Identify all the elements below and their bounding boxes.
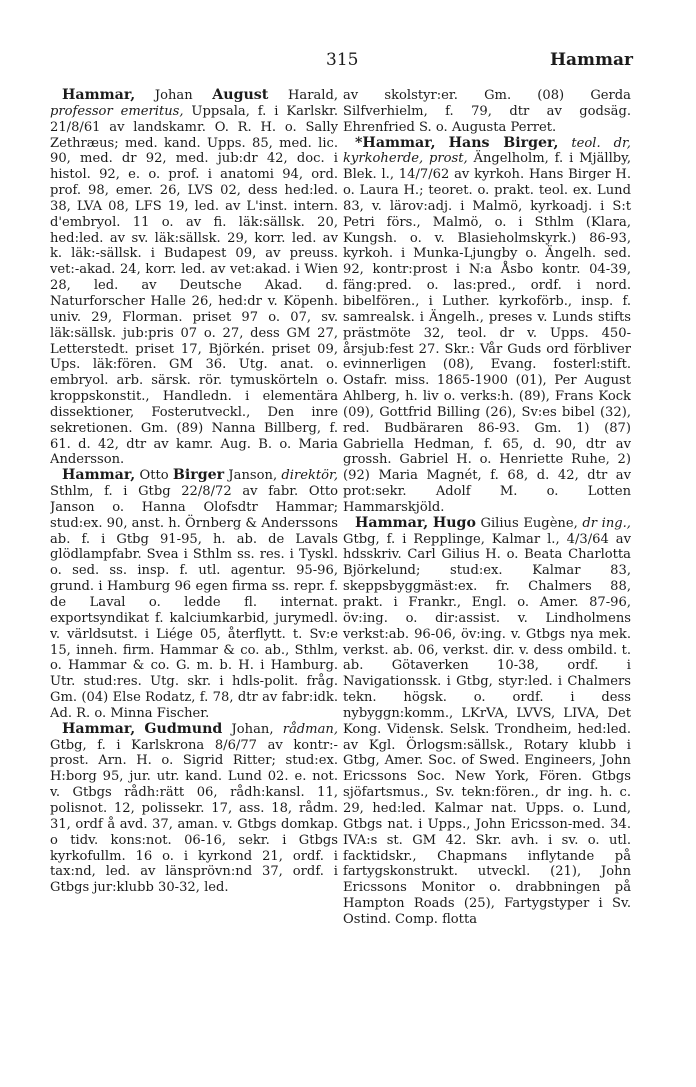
entry-text: Uppsala, f. i Karlskr. 21/8/61 av landskamr. O. R. H. o. Sally Zethræus; med. kand. Upps. 85, med. lic. 90, med. dr 92, med. jub:dr 42, doc. i histol. 92, e. o. prof. i anatomi 94, ord. prof. 98, emer. 26, LVS 02, dess hed:led. 38, LVA 08, LFS 19, led. av L'inst. intern. d'embryol. 11 o. av fi. läk:sällsk. 20, hed:led. av sv. läk:sällsk. 29, korr. led. av k. läk:-sällsk. i Budapest 09, av preuss. vet:-akad. 24, korr. led. av vet:akad. i Wien 28, led. av Deutsche Akad. d. Naturforscher Halle 26, hed:dr v. Köpenh. univ. 29, Florman. priset 97 o. 07, sv. läk:sällsk. jub:pris 07 o. 27, dess GM 27, Letterstedt. priset 17, Björkén. priset 09, Ups. läk:fören. GM 36. Utg. anat. o. embryol. arb. särsk. rör. tymuskörteln o. kroppskonstit., Handledn. i elementära dissektioner, Fosterutveckl., Den inre sekretionen. Gm. (89) Nanna Billberg, f. 61. d. 42, dtr av kamr. Aug. B. o. Maria Andersson. xyxy=(50,103,338,468)
entry-given-rest: Harald, xyxy=(268,88,338,103)
running-head: Hammar xyxy=(549,50,633,70)
entry-title: teol. dr, kyrkoherde, prost, xyxy=(343,135,631,167)
entry-given-rest: Janson, xyxy=(224,468,282,484)
entry-johan-august-harald xyxy=(50,88,338,468)
entry-given-pre: Johan xyxy=(135,88,213,103)
entry-hugo-gilius xyxy=(343,516,631,928)
entry-given-rest: Johan, xyxy=(222,721,283,737)
entry-text: Sthlm, f. i Gtbg 22/8/72 av fabr. Otto Janson o. Hanna Olofsdtr Hammar; stud:ex. 90, anst. h. Örnberg & Anderssons ab. f. i Gtbg 91-95, h. ab. de Lavals glödlampfabr. Svea i Sthlm ss. res. i Tyskl. o. sed. ss. insp. f. utl. agentur. 95-96, grund. i Hamburg 96 egen firma ss. repr. f. de Laval o. ledde fl. internat. exportsyndikat f. kalciumkarbid, jurymedl. v. världsutst. i Liége 05, återflytt. t. Sv:e 15, inneh. firm. Hammar & co. ab., Sthlm, o. Hammar & co. G. m. b. H. i Hamburg. Utr. stud:res. Utg. skr. i hdls-polit. fråg. Gm. (04) Else Rodatz, f. 78, dtr av fabr:idk. Ad. R. o. Minna Fischer. xyxy=(50,484,338,721)
entry-text: Ängelholm, f. i Mjällby, Blek. l., 14/7/62 av kyrkoh. Hans Birger H. o. Laura H.; teoret. o. prakt. teol. ex. Lund 83, v. lärov:adj. i Malmö, kyrkoadj. i S:t Petri förs., Malmö, o. i Sthlm (Klara, Kungsh. o. v. Blasieholmskyrk.) 86-93, kyrkoh. i Munka-Ljungby o. Ängelh. sed. 92, kontr:prost i N:a Åsbo kontr. 04-39, fäng:pred. o. las:pred., ordf. i nord. bibelfören., i Luther. kyrkoförb., insp. f. samrealsk. i Ängelh., preses v. Lunds stifts prästmöte 32, teol. dr v. Upps. 450-årsjub:fest 27. Skr.: Vår Guds ord förbliver evinnerligen (08), Evang. fosterl:stift. Ostafr. miss. 1865-1900 (01), Per August Ahlberg, h. liv o. verks:h. (89), Frans Kock (09), Gottfrid Billing (26), Sv:es bibel (32), red. Budbäraren 86-93. Gm. 1) (87) Gabriella Hedman, f. 65, d. 90, dtr av grossh. Gabriel H. o. Henriette Ruhe, 2) (92) Maria Magnét, f. 68, d. 42, dtr av prot:sekr. Adolf M. o. Lotten Hammarskjöld. xyxy=(343,151,631,515)
entry-given-rest: Gilius Eugène, xyxy=(475,515,583,531)
entry-given-bold: August xyxy=(212,88,269,103)
entry-title: rådman, xyxy=(282,721,338,737)
entry-text: av skolstyr:er. Gm. (08) Gerda Silfverhielm, f. 79, dtr av godsäg. Ehrenfried S. o. Augusta Perret. xyxy=(343,88,631,135)
entry-surname: Hammar, xyxy=(62,467,136,484)
page-number: 315 xyxy=(326,50,359,70)
entry-surname: Hammar, xyxy=(62,720,136,737)
left-column xyxy=(50,88,338,896)
right-column xyxy=(343,88,631,928)
entry-given-bold: Gudmund xyxy=(144,720,223,737)
entry-text: Gtbg, f. i Karlskrona 8/6/77 av kontr:-prost. Arn. H. o. Sigrid Ritter; stud:ex. H:borg 95, jur. utr. kand. Lund 02. e. not. v. Gtbgs rådh:rätt 06, rådh:kansl. 11, polisnot. 12, polissekr. 17, ass. 18, rådm. 31, ordf å avd. 37, aman. v. Gtbgs domkap. o tidv. kons:not. 06-16, sekr. i Gtbgs kyrkofullm. 16 o. i kyrkond 21, ordf. i tax:nd, led. av länsprövn:nd 37, ordf. i Gtbgs jur:klubb 30-32, led. xyxy=(50,737,338,896)
entry-given-bold: Hans Birger, xyxy=(448,134,559,151)
entry-given-pre xyxy=(436,136,449,151)
entry-given-bold: Hugo xyxy=(432,514,476,531)
entry-surname: Hammar, xyxy=(62,88,136,103)
entry-surname: Hammar, xyxy=(355,514,429,531)
entry-hans-birger xyxy=(343,136,631,516)
entry-title: dr ing., xyxy=(582,515,631,531)
entry-otto-birger xyxy=(50,468,338,722)
entry-given-pre: Otto xyxy=(135,468,173,484)
entry-title: direktör, xyxy=(281,468,338,484)
entry-given-bold: Birger xyxy=(172,467,225,484)
entry-continuation xyxy=(343,88,631,136)
entry-surname: *Hammar, xyxy=(355,134,436,151)
entry-title: professor emeritus, xyxy=(50,103,184,119)
entry-gudmund-johan xyxy=(50,722,338,896)
page-header xyxy=(0,50,696,80)
entry-given-rest xyxy=(558,136,571,151)
entry-text: Gtbg, f. i Repplinge, Kalmar l., 4/3/64 av hdsskriv. Carl Gilius H. o. Beata Charlotta Björkelund; stud:ex. Kalmar 83, skeppsbyggmäst:ex. fr. Chalmers 88, prakt. i Frankr., Engl. o. Amer. 87-96, öv:ing. o. dir:assist. v. Lindholmens verkst:ab. 96-06, öv:ing. v. Gtbgs nya mek. verkst. ab. 06, verkst. dir. v. dess ombild. t. ab. Götaverken 10-38, ordf. i Navigationssk. i Gtbg, styr:led. i Chalmers tekn. högsk. o. ordf. i dess nybyggn:komm., LKrVA, LVVS, LIVA, Det Kong. Vidensk. Selsk. Trondheim, hed:led. av Kgl. Örlogsm:sällsk., Rotary klubb i Gtbg, Amer. Soc. of Swed. Engineers, John Ericssons Soc. New York, Fören. Gtbgs sjöfartsmus., Sv. tekn:fören., dr ing. h. c. 29, hed:led. Kalmar nat. Upps. o. Lund, Gtbgs nat. i Upps., John Ericsson-med. 34. IVA:s st. GM 42. Skr. avh. i sv. o. utl. facktidskr., Chapmans inflytande på fartygskonstrukt. utveckl. (21), John Ericssons Monitor o. drabbningen på Hampton Roads (25), Fartygstyper i Sv. Ostind. Comp. flotta xyxy=(343,531,631,927)
